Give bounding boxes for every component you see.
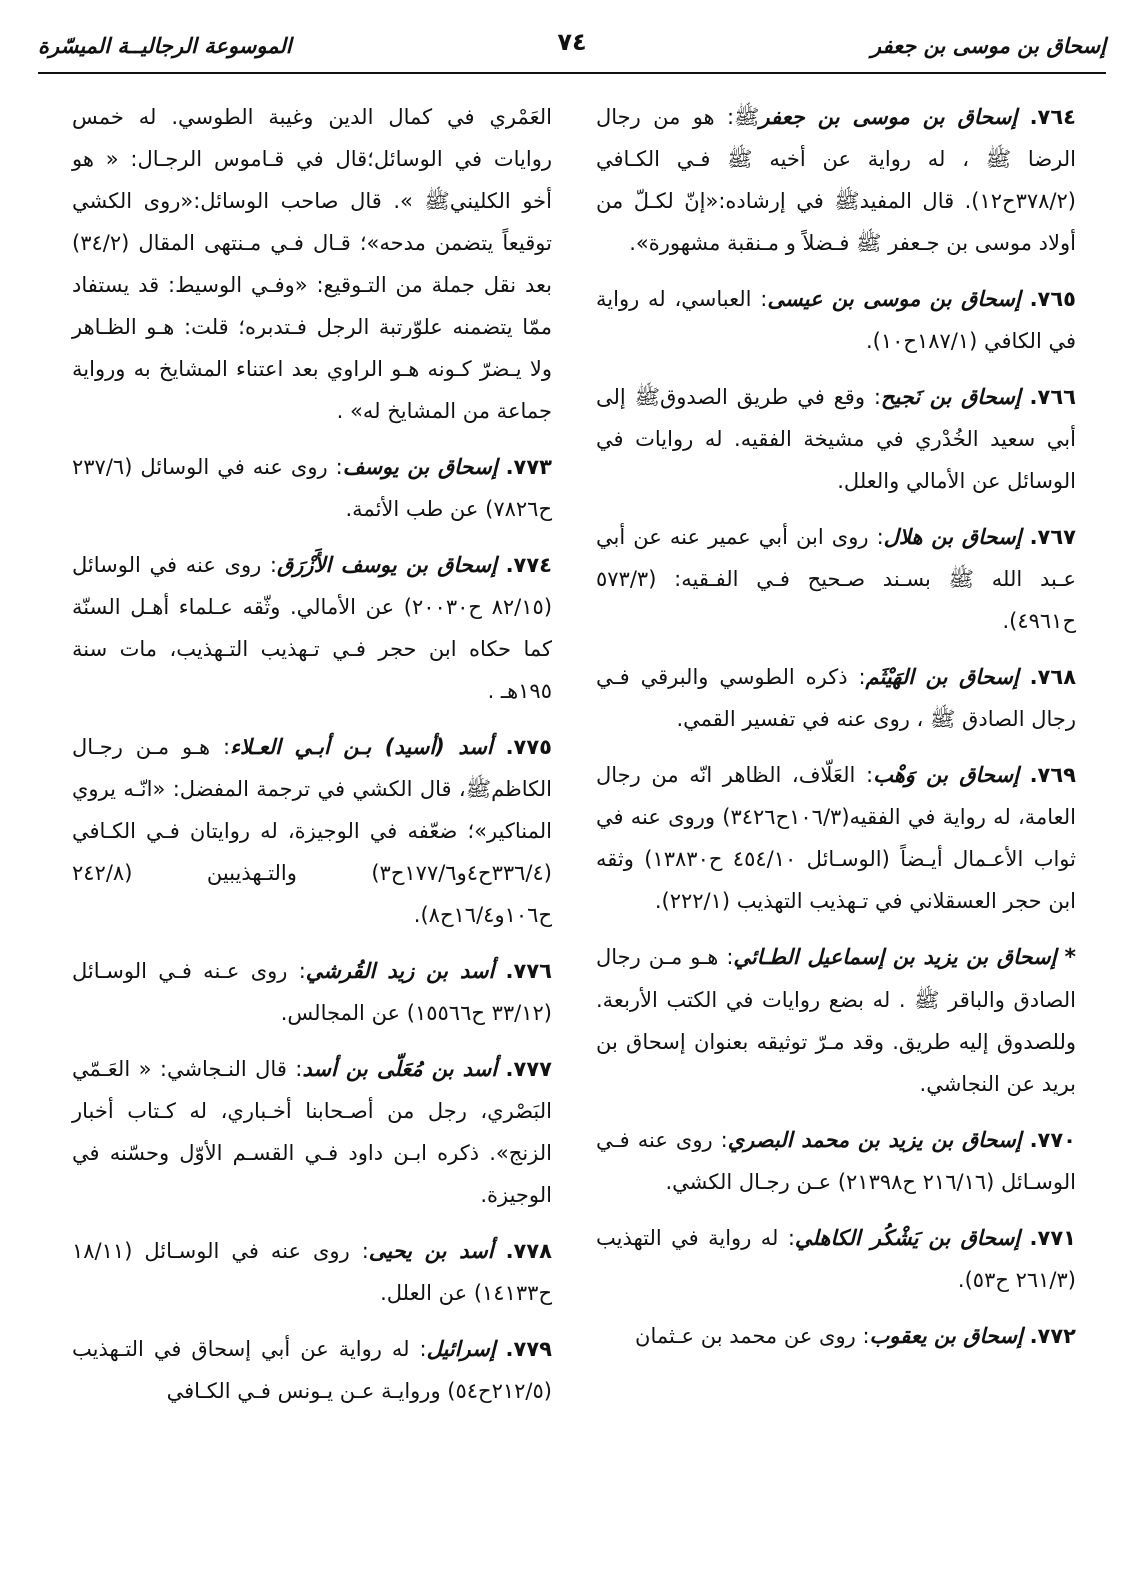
entry-771 [596,1217,1076,1301]
entry-775 [72,726,552,936]
entry-name: إسحاق بن الهَيْثَم [865,665,1019,689]
entry-776 [72,950,552,1034]
entry-body: : روى عنه في الوسـائل (١٨/١١ ح١٤١٣٣) عن العلل. [72,1239,552,1305]
entry-number: ٧٧٧. [505,1057,552,1081]
running-title-left: الموسوعة الرجاليــة الميسّرة [38,34,292,58]
entry-number: ٧٦٤. [1029,105,1076,129]
entry-body: : روى عن محمد بن عـثمان [635,1324,870,1348]
entry-765 [596,278,1076,362]
entry-number: ٧٧٩. [505,1337,552,1361]
entry-body: : روى عنه في الوسائل (٢٣٧/٦ ح٧٨٢٦) عن طب الأئمة. [72,455,552,521]
entry-774 [72,544,552,712]
entry-name: أسد بن مُعَلّى بن أسد [302,1057,498,1081]
entry-772 [596,1315,1076,1357]
entry-number: ٧٧٢. [1029,1324,1076,1348]
entry-name: أسد (أسيد) بـن أبـي العـلاء [230,735,493,759]
entry-body: ﷺ: هو من رجال الرضا ﷺ ، له رواية عن أخيه ﷺ فـي الكـافي (٣٧٨/٢ح١٢). قال المفيدﷺ في إرشاده:«إنّ لكـلّ من أولاد موسى بن جـعفر ﷺ فـضلاً و مـنقبة مشهورة». [596,105,1076,255]
entry-body: : روى ابن أبي عمير عنه عن أبي عـبد الله ﷺ بسـند صـحيح فـي الفـقيه: (٥٧٣/٣ ح٤٩٦١). [596,525,1076,633]
entry-name: أسد بن يحيى [368,1239,494,1263]
entry-number: ٧٦٧. [1029,525,1076,549]
entry-number: ٧٦٩. [1029,763,1076,787]
entry-779 [72,1328,552,1412]
entry-name: إسحاق بن هلال [883,525,1022,549]
right-column [596,96,1076,1371]
entry-name: إسحاق بن يزيد بن محمد البصري [727,1128,1022,1152]
entry-name: أسد بن زيد القُرشي [305,959,495,983]
entry-number: ٧٧٣. [505,455,552,479]
entry-number: ٧٧١. [1029,1226,1076,1250]
entry-body: : روى عنه فـي الوسـائل (٢١٦/١٦ ح٢١٣٩٨) عـن رجـال الكشي. [596,1128,1076,1194]
entry-name: إسحاق بن نَجيح [880,385,1021,409]
entry-766 [596,376,1076,502]
running-title-right: إسحاق بن موسى بن جعفر [870,34,1106,58]
entry-unnumbered [596,936,1076,1105]
entry-star-marker: * [1064,945,1076,970]
entry-number: ٧٧٤. [505,553,552,577]
entry-name: إسحاق بن يزيد بن إسماعيل الطـائي [733,945,1057,969]
page-number: ٧٤ [557,28,587,56]
entry-769 [596,754,1076,922]
entry-number: ٧٦٥. [1029,287,1076,311]
entry-number: ٧٧٠. [1029,1128,1076,1152]
entry-body: : له رواية في التهذيب (٢٦١/٣ ح٥٣). [596,1226,1076,1292]
entry-778 [72,1230,552,1314]
entry-body: : له رواية عن أبي إسحاق في التـهذيب (٢١٢/٥ح٥٤) وروايـة عـن يـونس فـي الكـافي [72,1337,552,1403]
entry-name: إسحاق بن يوسف الأَزْرَق [277,553,497,577]
entry-name: إسحاق بن موسى بن عيسى [767,287,1021,311]
entry-name: إسحاق بن يَشْكُر الكاهلي [794,1226,1021,1250]
entry-body: : العَلّاف، الظاهر انّه من رجال العامة، له رواية في الفقيه(١٠٦/٣ح٣٤٢٦) وروى عنه في ثواب الأعـمال أيـضاً (الوسـائل ٤٥٤/١٠ ح١٣٨٣٠) وثقه ابن حجر العسقلاني في تـهذيب التهذيب (٢٢٢/١). [596,763,1077,913]
entry-767 [596,516,1076,642]
entry-name: إسرائيل [426,1337,496,1361]
entry-body: : هـو مـن رجال الصادق والباقر ﷺ . له بضع روايات في الكتب الأربعة. وللصدوق إليه طريق. وقد مـرّ توثيقه بعنوان إسحاق بن بريد عن النجاشي. [596,945,1076,1096]
entry-number: ٧٧٨. [505,1239,552,1263]
entry-768 [596,656,1076,740]
entry-body: : روى عـنه فـي الوسـائل (٣٣/١٢ ح١٥٥٦٦) عن المجالس. [72,959,552,1025]
page-header [38,28,1106,74]
left-column [72,96,552,1426]
entry-number: ٧٦٨. [1029,665,1077,689]
entry-body: : ذكره الطوسي والبرقي فـي رجال الصادق ﷺ ، روى عنه في تفسير القمي. [596,665,1076,731]
entry-body: : هـو مـن رجـال الكاظمﷺ، قال الكشي في ترجمة المفضل: «انّـه يروي المناكير»؛ ضعّفه في الوجيزة، له روايتان فـي الكـافي (٣٣٦/٤ح٤و١٧٧/٦ح٣) والتـهذيبين (٢٤٢/٨ ح١٠٦و١٦/٤ح٨). [72,735,552,927]
entry-name: إسحاق بن يعقوب [869,1324,1023,1348]
entry-number: ٧٧٥. [505,735,552,759]
entry-body: : روى عنه في الوسائل (٨٢/١٥ ح٢٠٠٣٠) عن الأمالي. وثّقه عـلماء أهـل السنّة كما حكاه ابن حجر فـي تـهذيب التـهذيب، مات سنة ١٩٥هـ . [72,553,553,703]
entry-777 [72,1048,552,1216]
entry-773 [72,446,552,530]
entry-number: ٧٦٦. [1029,385,1076,409]
entry-name: إسحاق بن يوسف [342,455,498,479]
entry-body: : وقع في طريق الصدوقﷺ إلى أبي سعيد الخُدْري في مشيخة الفقيه. له روايات في الوسائل عن الأمالي والعلل. [596,385,1076,493]
entry-770 [596,1119,1076,1203]
entry-body: : قال النـجاشي: « العَـمّي البَصْري، رجل من أصـحابنا أخـباري، له كـتاب أخبار الزنج». ذكره ابـن داود فـي القسـم الأوّل وحسّنه في الوجيزة. [72,1057,552,1207]
entry-764 [596,96,1076,264]
entry-772-continued [72,96,552,432]
entry-body: : العباسي، له رواية في الكافي (١٨٧/١ح١٠). [596,287,1076,353]
entry-name: إسحاق بن موسى بن جعفر [759,105,1018,129]
entry-body: العَمْري في كمال الدين وغيبة الطوسي. له خمس روايات في الوسائل؛قال في قـاموس الرجـال: « هو أخو الكلينيﷺ ». قال صاحب الوسائل:«روى الكشي توقيعاً يتضمن مدحه»؛ قـال فـي مـنتهى المقال (٣٤/٢) بعد نقل جملة من التـوقيع: «وفـي الوسيط: قد يستفاد ممّا يتضمنه علوّرتبة الرجل فـتدبره؛ قلت: هـو الظـاهر ولا يـضرّ كـونه هـو الراوي بعد اعتناء المشايخ به ورواية جماعة من المشايخ له» . [72,105,552,423]
entry-name: إسحاق بن وَهْب [873,763,1019,787]
entry-number: ٧٧٦. [505,959,552,983]
